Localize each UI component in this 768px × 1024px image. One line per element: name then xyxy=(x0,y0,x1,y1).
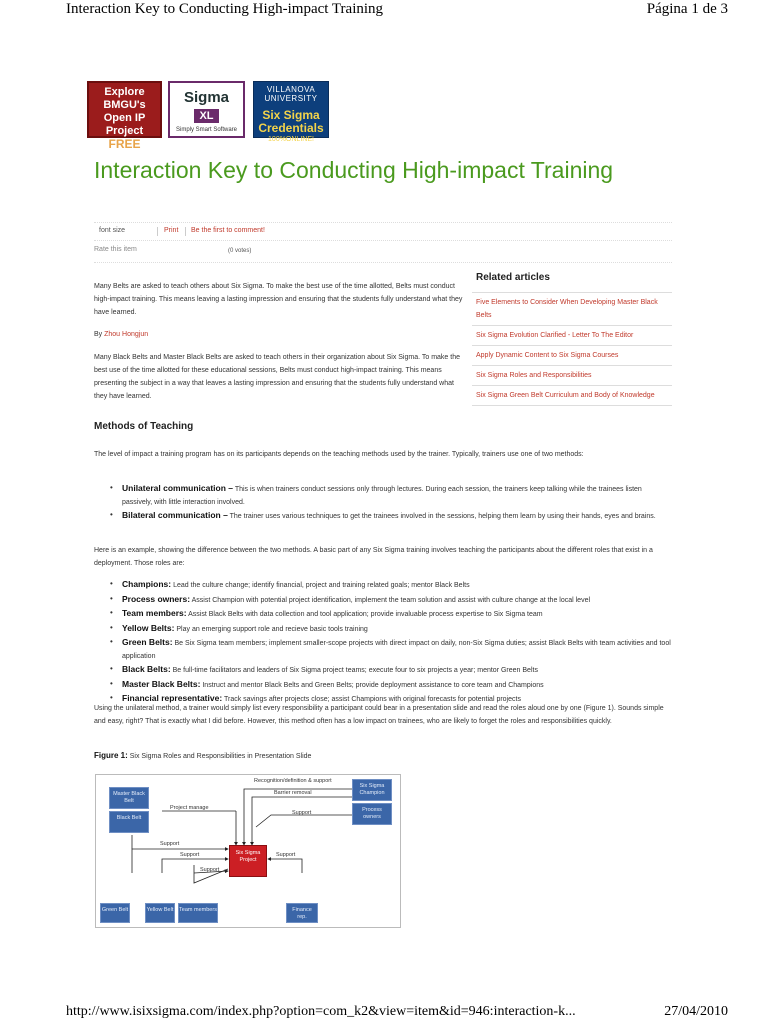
related-article-link[interactable]: Five Elements to Consider When Developing Master Black Belts xyxy=(472,293,672,326)
master-black-belt-node: Master Black Belt xyxy=(109,787,149,809)
related-article-link[interactable]: Six Sigma Green Belt Curriculum and Body of Knowledge xyxy=(472,386,672,406)
figure-caption xyxy=(94,751,311,760)
list-item xyxy=(94,622,672,637)
article-title: Interaction Key to Conducting High-impact Training xyxy=(94,157,614,183)
role-text: Be full-time facilitators and leaders of Six Sigma project teams; execute four to six projects a year; mentor Green Belts xyxy=(170,667,538,674)
list-item xyxy=(94,678,672,693)
comment-link[interactable]: Be the first to comment! xyxy=(191,227,265,234)
list-item xyxy=(94,593,672,608)
list-item xyxy=(94,482,672,509)
sigmaxl-banner-line1: Sigma xyxy=(183,89,229,106)
author-link[interactable]: Zhou Hongjun xyxy=(104,331,149,338)
unilateral-paragraph: Using the unilateral method, a trainer would simply list every responsibility a participant could bear in a presentation slide and read the roles aloud one by one (Figure 1). Sounds simple and easy, right? That is exactly what I did before. However, this method often has a low impact on trainees, who are likely to forget the roles and responsibilities quickly. xyxy=(94,705,664,725)
role-text: Be Six Sigma team members; implement smaller-scope projects with direct impact on daily, non-Six Sigma duties; assist Black Belts with team activities and tool application xyxy=(122,640,671,660)
role-term: Team members: xyxy=(122,608,187,618)
methods-list xyxy=(94,482,672,524)
support-label: Support xyxy=(276,852,296,858)
villanova-banner-line4: 100%ONLINE! xyxy=(268,136,314,143)
connector-line xyxy=(244,789,352,845)
pdf-header-title: Interaction Key to Conducting High-impact Training xyxy=(66,1,384,17)
rate-label: Rate this item xyxy=(94,246,137,253)
list-item xyxy=(94,636,672,663)
barrier-removal-label: Barrier removal xyxy=(274,790,312,796)
support-label: Support xyxy=(292,810,312,816)
role-text: Lead the culture change; identify financial, project and training related goals; mentor Black Belts xyxy=(171,582,470,589)
role-term: Yellow Belts: xyxy=(122,622,175,633)
list-item xyxy=(94,607,672,622)
list-item xyxy=(94,578,672,593)
separator xyxy=(185,227,186,236)
method-text: This is when trainers conduct sessions only through lectures. During each session, the trainers keep talking while the trainees listen passively, with little interaction involved. xyxy=(122,486,642,506)
team-members-node: Team members xyxy=(178,903,218,923)
byline-label: By xyxy=(94,331,103,338)
connector-line xyxy=(268,859,302,873)
methods-heading: Methods of Teaching xyxy=(94,421,194,432)
connector-line xyxy=(252,797,352,845)
roles-diagram xyxy=(95,774,401,928)
separator xyxy=(157,227,158,236)
divider xyxy=(94,262,672,263)
role-text: Play an emerging support role and recieve basic tools training xyxy=(174,625,368,633)
role-text: Instruct and mentor Black Belts and Green Belts; provide deployment assistance to core team and Champions xyxy=(200,681,544,689)
method-text: The trainer uses various techniques to get the trainees involved in the sessions, helping them learn by using their hands, eyes and brains. xyxy=(227,513,656,520)
list-item xyxy=(94,509,672,524)
figure-label: Figure 1: xyxy=(94,751,128,760)
role-term: Black Belts: xyxy=(122,664,171,674)
related-article-link[interactable]: Apply Dynamic Content to Six Sigma Courses xyxy=(472,346,672,366)
sigmaxl-banner-line2: XL xyxy=(194,109,218,123)
role-text: Track savings after projects close; assist Champions with original forecasts for potential projects xyxy=(222,696,521,703)
villanova-banner-line1: VILLANOVA UNIVERSITY xyxy=(264,85,318,103)
finance-rep-node: Finance rep. xyxy=(286,903,318,923)
sigmaxl-banner-line3: Simply Smart Software xyxy=(175,127,238,133)
role-term: Process owners: xyxy=(122,593,191,604)
villanova-banner-line3: Credentials xyxy=(258,121,324,135)
print-link[interactable]: Print xyxy=(164,227,179,234)
role-term: Green Belts: xyxy=(122,637,173,647)
connector-line xyxy=(256,815,352,827)
example-paragraph: Here is an example, showing the difference between the two methods. A basic part of any Six Sigma training involves teaching the participants about the different roles that exist in a deployment. Those roles are: xyxy=(94,547,653,567)
divider xyxy=(94,240,672,241)
related-article-link[interactable]: Six Sigma Evolution Clarified - Letter To The Editor xyxy=(472,326,672,346)
pdf-footer-url: http://www.isixsigma.com/index.php?option=com_k2&view=item&id=946:interaction-k... xyxy=(66,1004,576,1019)
black-belt-node: Black Belt xyxy=(109,811,149,833)
related-article-link[interactable]: Six Sigma Roles and Responsibilities xyxy=(472,366,672,386)
divider xyxy=(94,222,672,223)
pdf-page-number: Página 1 de 3 xyxy=(646,1,728,17)
font-size-label[interactable]: font size xyxy=(99,227,126,234)
process-owners-node: Process owners xyxy=(352,803,392,825)
sigmaxl-banner[interactable] xyxy=(168,81,245,138)
bmgu-banner[interactable] xyxy=(87,81,162,151)
villanova-banner[interactable] xyxy=(253,81,329,143)
support-label: Support xyxy=(180,852,200,858)
methods-intro: The level of impact a training program has on its participants depends on the teaching methods used by the trainer. Typically, trainers use one of two methods: xyxy=(94,451,584,458)
support-label: Support xyxy=(160,841,180,847)
method-term: Bilateral communication – xyxy=(122,510,228,520)
role-term: Champions: xyxy=(122,579,172,589)
list-item xyxy=(94,663,672,678)
votes-count: (0 votes) xyxy=(228,248,252,254)
yellow-belt-node: Yellow Belt xyxy=(145,903,175,923)
pdf-footer-date: 27/04/2010 xyxy=(664,1004,728,1019)
roles-list xyxy=(94,578,672,707)
role-text: Assist Black Belts with data collection and tool application; provide invaluable process expertise to Six Sigma team xyxy=(186,611,543,618)
champion-node: Six Sigma Champion xyxy=(352,779,392,801)
related-articles-heading: Related articles xyxy=(472,268,672,293)
bmgu-banner-line3: FREE xyxy=(108,137,141,151)
support-label: Support xyxy=(200,867,220,873)
villanova-banner-line2: Six Sigma xyxy=(262,108,320,122)
role-text: Assist Champion with potential project identification, implement the team solution and assist with culture change at the local level xyxy=(190,596,591,604)
method-term: Unilateral communication – xyxy=(122,483,233,493)
figure-caption-text: Six Sigma Roles and Responsibilities in Presentation Slide xyxy=(127,753,312,760)
recognition-label: Recognition/definition & support xyxy=(254,778,332,784)
bmgu-banner-line1: Explore BMGU's xyxy=(103,86,146,111)
role-term: Financial representative: xyxy=(122,693,223,703)
role-term: Master Black Belts: xyxy=(122,678,201,689)
body-paragraph: Many Black Belts and Master Black Belts are asked to teach others in their organization about Six Sigma. To make the best use of the time allotted for these educational sessions, Belts must conduct high-impact training. This means presenting the subject in a way that leaves a lasting impression and ensuring that the students fully understand what they have learned. xyxy=(94,354,461,400)
project-manage-label: Project manage xyxy=(170,805,209,811)
green-belt-node: Green Belt xyxy=(100,903,130,923)
intro-paragraph: Many Belts are asked to teach others about Six Sigma. To make the best use of the time allotted, Belts must conduct high-impact training. This means leaving a lasting impression and ensuring that the students fully understand what they have learned. xyxy=(94,283,463,316)
bmgu-banner-line2: Open IP Project xyxy=(103,112,146,137)
six-sigma-project-node: Six Sigma Project xyxy=(229,845,267,877)
related-articles xyxy=(472,268,672,406)
byline xyxy=(94,328,466,341)
